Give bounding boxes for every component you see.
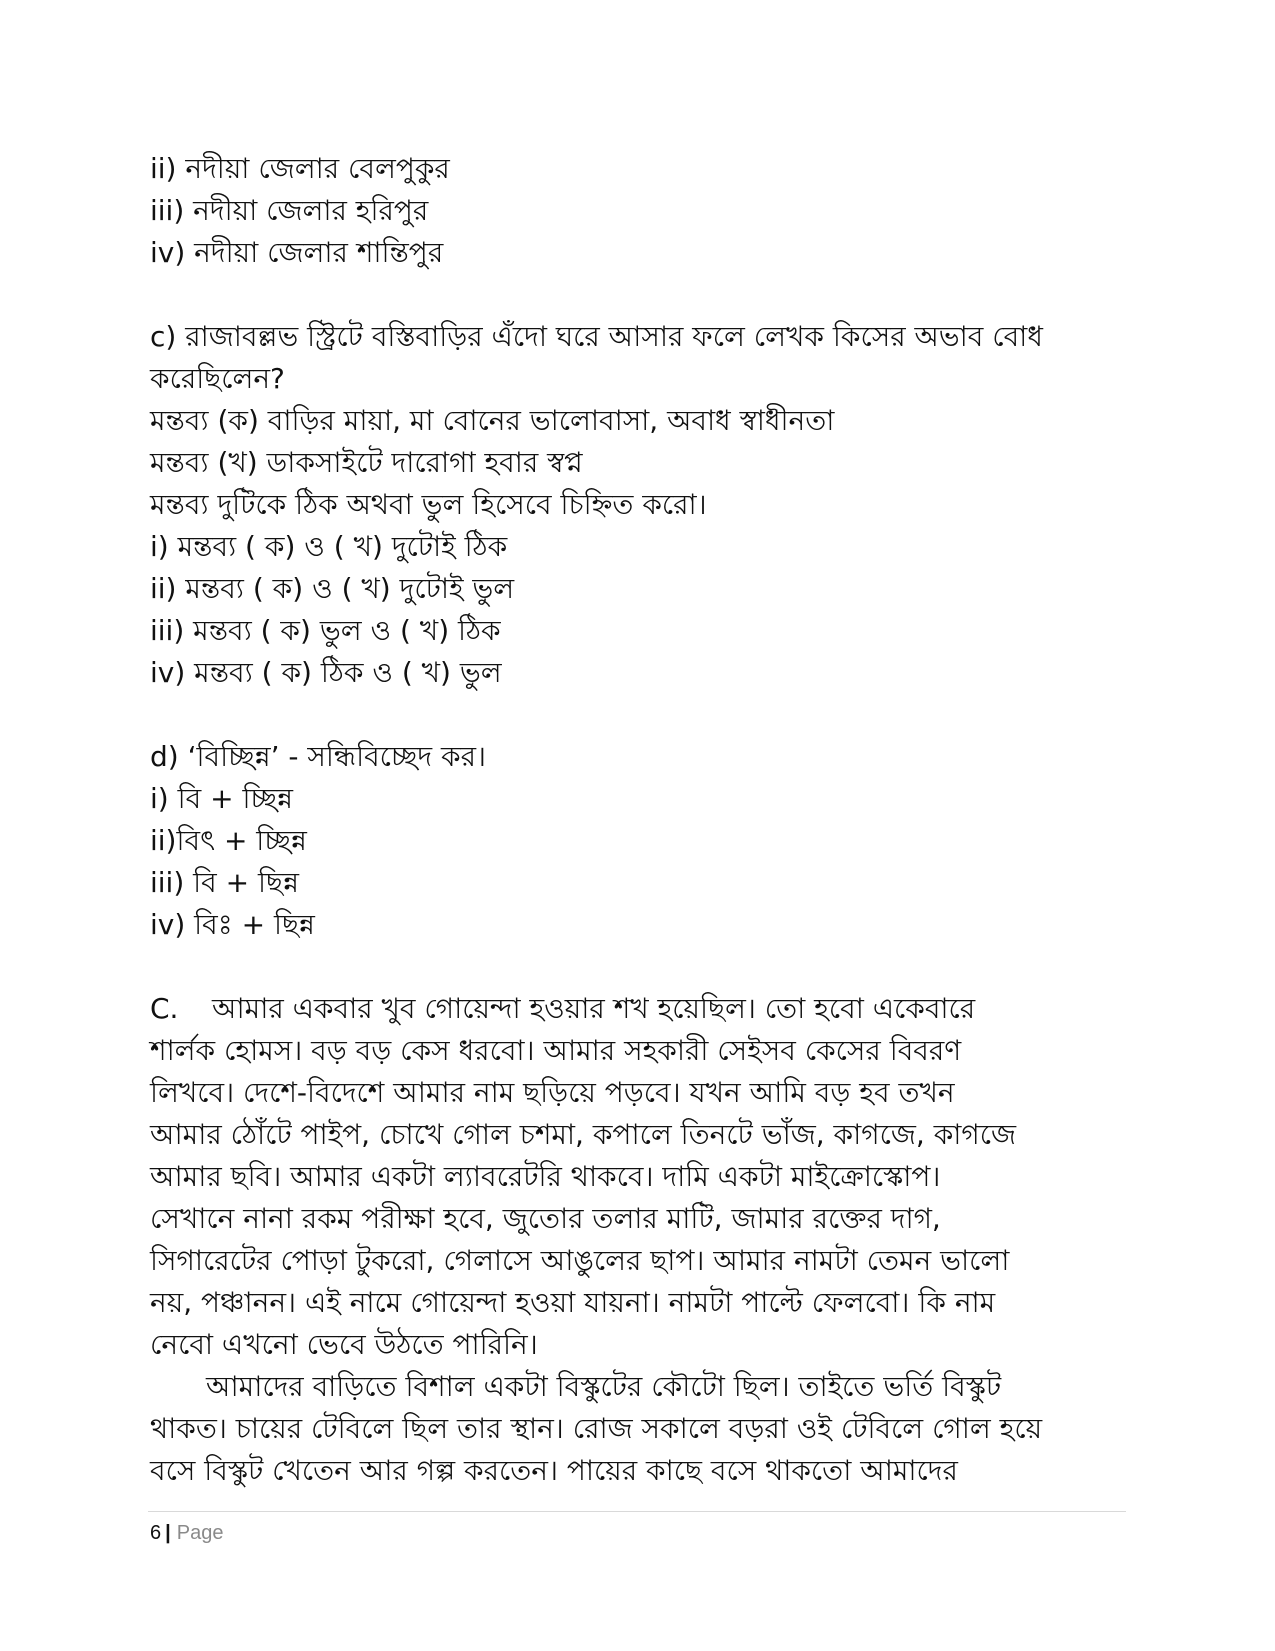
passage-line [150, 988, 1125, 1030]
passage-line: শার্লক হোমস। বড় বড় কেস ধরবো। আমার সহকারী সেইসব কেসের বিবরণ [150, 1034, 962, 1067]
question-text: c) রাজাবল্লভ স্ট্রিটে বস্তিবাড়ির এঁদো ঘরে আসার ফলে লেখক কিসের অভাব বোধ [150, 320, 1043, 353]
passage-line: সেখানে নানা রকম পরীক্ষা হবে, জুতোর তলার মাটি, জামার রক্তের দাগ, [150, 1202, 941, 1235]
option-item: iv) নদীয়া জেলার শান্তিপুর [150, 236, 444, 269]
option-item: iv) বিঃ + ছিন্ন [150, 908, 315, 941]
question-d [150, 736, 1125, 946]
page-label: Page [176, 1522, 224, 1544]
passage-c [150, 988, 1125, 1492]
spacer [150, 946, 1125, 988]
option-item: i) বি + চ্ছিন্ন [150, 782, 293, 815]
page-footer [150, 1520, 223, 1546]
passage-line: আমার ঠোঁটে পাইপ, চোখে গোল চশমা, কপালে তিনটে ভাঁজ, কাগজে, কাগজে [150, 1118, 1017, 1151]
passage-line: নয়, পঞ্চানন। এই নামে গোয়েন্দা হওয়া যায়না। নামটা পাল্টে ফেলবো। কি নাম [150, 1286, 996, 1319]
passage-line: আমার ছবি। আমার একটা ল্যাবরেটরি থাকবে। দামি একটা মাইক্রোস্কোপ। [150, 1160, 941, 1193]
statement-a: মন্তব্য (ক) বাড়ির মায়া, মা বোনের ভালোবাসা, অবাধ স্বাধীনতা [150, 404, 835, 437]
passage-line: নেবো এখনো ভেবে উঠতে পারিনি। [150, 1328, 538, 1361]
question-text: করেছিলেন? [150, 362, 285, 395]
question-text: d) ‘বিচ্ছিন্ন’ - সন্ধিবিচ্ছেদ কর। [150, 740, 487, 773]
spacer [150, 694, 1125, 736]
instruction-text: মন্তব্য দুটিকে ঠিক অথবা ভুল হিসেবে চিহ্নিত করো। [150, 488, 707, 521]
option-item: ii) নদীয়া জেলার বেলপুকুর [150, 152, 450, 185]
page-content [150, 148, 1125, 1492]
passage-label: C. [150, 992, 179, 1025]
question-c [150, 316, 1125, 694]
option-item: i) মন্তব্য ( ক) ও ( খ) দুটোই ঠিক [150, 530, 508, 563]
footer-separator: | [165, 1522, 171, 1544]
passage-line: লিখবে। দেশে-বিদেশে আমার নাম ছড়িয়ে পড়বে। যখন আমি বড় হব তখন [150, 1076, 955, 1109]
passage-line [150, 1366, 1125, 1408]
option-item: iii) বি + ছিন্ন [150, 866, 299, 899]
passage-line: সিগারেটের পোড়া টুকরো, গেলাসে আঙুলের ছাপ। আমার নামটা তেমন ভালো [150, 1244, 1010, 1277]
option-item: iii) মন্তব্য ( ক) ভুল ও ( খ) ঠিক [150, 614, 501, 647]
passage-text: আমাদের বাড়িতে বিশাল একটা বিস্কুটের কৌটো ছিল। তাইতে ভর্তি বিস্কুট [206, 1370, 1002, 1403]
passage-text: আমার একবার খুব গোয়েন্দা হওয়ার শখ হয়েছিল। তো হবো একেবারে [212, 992, 976, 1025]
statement-b: মন্তব্য (খ) ডাকসাইটে দারোগা হবার স্বপ্ন [150, 446, 583, 479]
passage-line: বসে বিস্কুট খেতেন আর গল্প করতেন। পায়ের কাছে বসে থাকতো আমাদের [150, 1454, 958, 1487]
passage-line: থাকত। চায়ের টেবিলে ছিল তার স্থান। রোজ সকালে বড়রা ওই টেবিলে গোল হয়ে [150, 1412, 1043, 1445]
option-item: iv) মন্তব্য ( ক) ঠিক ও ( খ) ভুল [150, 656, 502, 689]
option-item: ii)বিৎ + চ্ছিন্ন [150, 824, 307, 857]
option-item: ii) মন্তব্য ( ক) ও ( খ) দুটোই ভুল [150, 572, 515, 605]
page-number: 6 [150, 1522, 162, 1544]
spacer [150, 274, 1125, 316]
question-b-options [150, 148, 1125, 274]
option-item: iii) নদীয়া জেলার হরিপুর [150, 194, 429, 227]
footer-divider [148, 1511, 1126, 1512]
